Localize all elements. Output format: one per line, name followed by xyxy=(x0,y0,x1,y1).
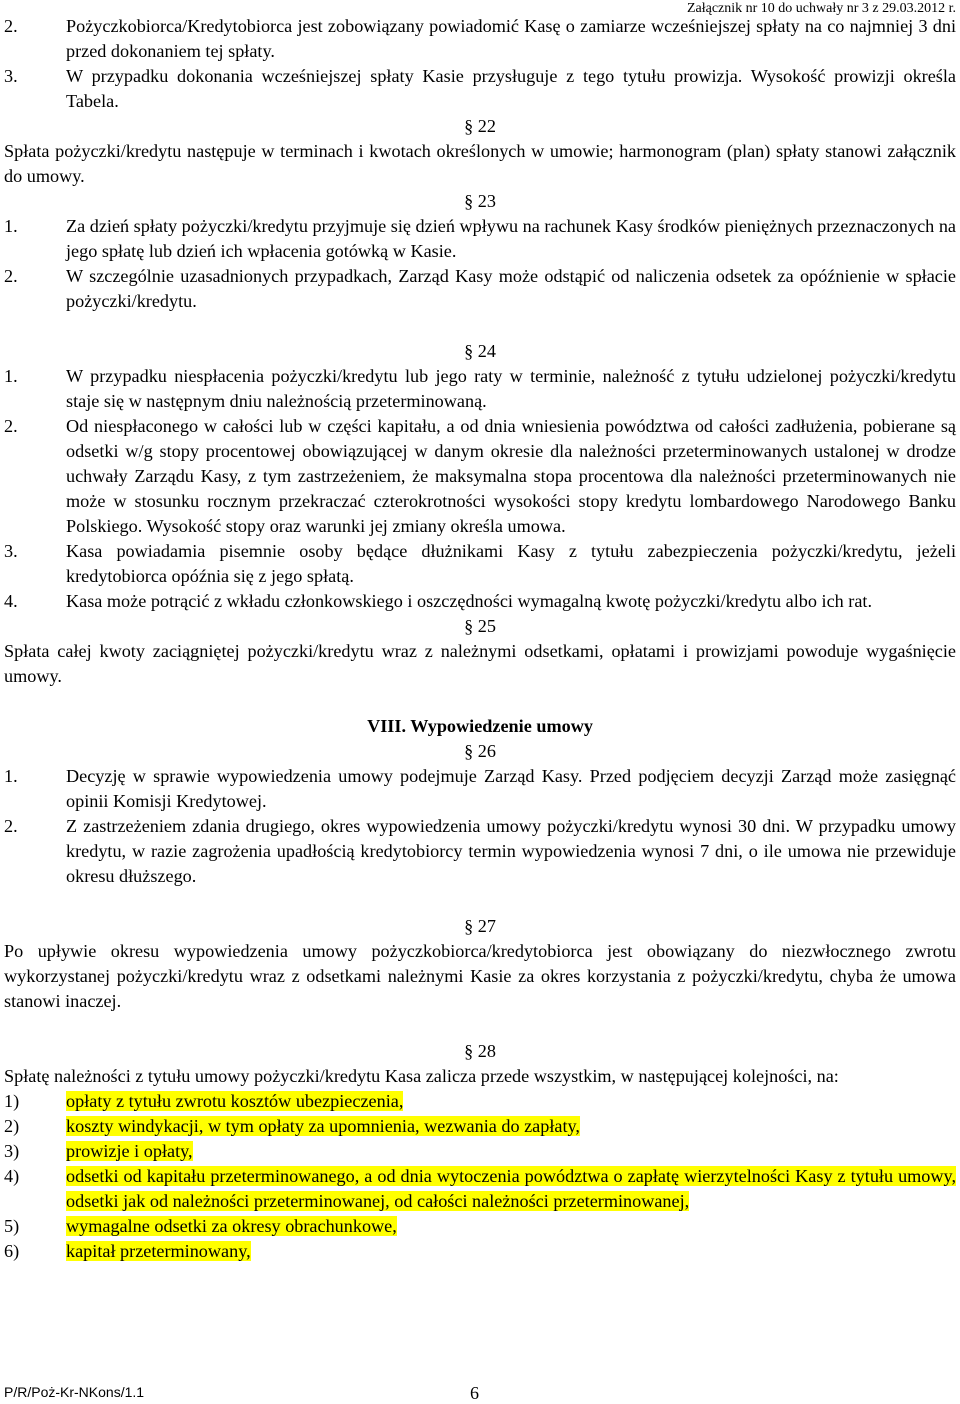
section-heading-27: § 27 xyxy=(464,916,496,936)
item-number: 1. xyxy=(4,766,18,786)
item-number: 3. xyxy=(4,66,18,86)
list-item xyxy=(4,414,956,539)
item-number: 6) xyxy=(4,1241,20,1261)
list-item xyxy=(4,764,956,814)
section-heading-28: § 28 xyxy=(464,1041,496,1061)
chapter-title: VIII. Wypowiedzenie umowy xyxy=(367,716,593,736)
item-number: 2) xyxy=(4,1116,20,1136)
item-number: 4) xyxy=(4,1166,20,1186)
list-item xyxy=(4,1139,956,1164)
list-item xyxy=(4,589,956,614)
highlighted-text: odsetki od kapitału przeterminowanego, a od dnia wytoczenia powództwa o zapłatę wierzytelności Kasy z tytułu umowy, odsetki jak od należności przeterminowanej, od całości należności przeterminowanej, xyxy=(66,1166,956,1211)
list-item xyxy=(4,264,956,314)
item-text: Decyzję w sprawie wypowiedzenia umowy podejmuje Zarząd Kasy. Przed podjęciem decyzji Zarząd może zasięgnąć opinii Komisji Kredytowej. xyxy=(66,766,956,811)
item-number: 3) xyxy=(4,1141,20,1161)
list-item xyxy=(4,814,956,889)
item-number: 2. xyxy=(4,266,18,286)
header-note: Załącznik nr 10 do uchwały nr 3 z 29.03.2012 r. xyxy=(686,1,956,16)
item-text: Za dzień spłaty pożyczki/kredytu przyjmuje się dzień wpływu na rachunek Kasy środków pieniężnych przeznaczonych na jego spłatę lub dzień ich wpłacenia gotówką w Kasie. xyxy=(66,216,956,261)
item-number: 3. xyxy=(4,541,18,561)
document-body xyxy=(4,14,956,1264)
highlighted-text: opłaty z tytułu zwrotu kosztów ubezpieczenia, xyxy=(66,1091,404,1111)
item-number: 2. xyxy=(4,416,18,436)
list-item xyxy=(4,1239,956,1264)
section-heading-24: § 24 xyxy=(464,341,496,361)
item-text: Kasa powiadamia pisemnie osoby będące dłużnikami Kasy z tytułu zabezpieczenia pożyczki/kredytu, jeżeli kredytobiorca opóźnia się z jego spłatą. xyxy=(66,541,956,586)
list-item xyxy=(4,64,956,114)
item-number: 1. xyxy=(4,216,18,236)
highlighted-text: kapitał przeterminowany, xyxy=(66,1241,251,1261)
item-number: 2. xyxy=(4,16,18,36)
highlighted-text: prowizje i opłaty, xyxy=(66,1141,193,1161)
section-25-text: Spłata całej kwoty zaciągniętej pożyczki/kredytu wraz z należnymi odsetkami, opłatami i prowizjami powoduje wygaśnięcie umowy. xyxy=(4,641,956,686)
item-number: 2. xyxy=(4,816,18,836)
item-number: 1. xyxy=(4,366,18,386)
section-22-text: Spłata pożyczki/kredytu następuje w terminach i kwotach określonych w umowie; harmonogram (plan) spłaty stanowi załącznik do umowy. xyxy=(4,141,956,186)
footer-document-code: P/R/Poż-Kr-NKons/1.1 xyxy=(4,1384,145,1400)
section-heading-26: § 26 xyxy=(464,741,496,761)
item-number: 1) xyxy=(4,1091,20,1111)
item-text: W przypadku niespłacenia pożyczki/kredytu lub jego raty w terminie, należność z tytułu udzielonej pożyczki/kredytu staje się w następnym dniu należnością przeterminowaną. xyxy=(66,366,956,411)
section-heading-25: § 25 xyxy=(464,616,496,636)
item-number: 5) xyxy=(4,1216,20,1236)
block1 xyxy=(4,14,956,114)
section-28-text: Spłatę należności z tytułu umowy pożyczki/kredytu Kasa zalicza przede wszystkim, w następującej kolejności, na: xyxy=(4,1066,839,1086)
list-item xyxy=(4,14,956,64)
page-number: 6 xyxy=(470,1383,479,1403)
list-item xyxy=(4,1214,956,1239)
highlighted-text: koszty windykacji, w tym opłaty za upomnienia, wezwania do zapłaty, xyxy=(66,1116,580,1136)
item-text: W szczególnie uzasadnionych przypadkach, Zarząd Kasy może odstąpić od naliczenia odsetek za opóźnienie w spłacie pożyczki/kredytu. xyxy=(66,266,956,311)
list-item xyxy=(4,214,956,264)
item-text: Pożyczkobiorca/Kredytobiorca jest zobowiązany powiadomić Kasę o zamiarze wcześniejszej spłaty na co najmniej 3 dni przed dokonaniem tej spłaty. xyxy=(66,16,956,61)
item-text: Od niespłaconego w całości lub w części kapitału, a od dnia wniesienia powództwa od całości zadłużenia, pobierane są odsetki w/g stopy procentowej obowiązującej w danym okresie dla należności przeterminowanych ustalonej w drodze uchwały Zarządu Kasy, z tym zastrzeżeniem, że maksymalna stopa procentowa dla należności przeterminowanych nie może w stosunku rocznym przekraczać czterokrotności wysokości stopy kredytu lombardowego Narodowego Banku Polskiego. Wysokość stopy oraz warunki jej zmiany określa umowa. xyxy=(66,416,956,536)
section-27-text: Po upływie okresu wypowiedzenia umowy pożyczkobiorca/kredytobiorca jest obowiązany do niezwłocznego zwrotu wykorzystanej pożyczki/kredytu wraz z odsetkami należnymi Kasie za okres korzystania z pożyczki/kredytu, chyba że umowa stanowi inaczej. xyxy=(4,941,956,1011)
list-item xyxy=(4,539,956,589)
list-item xyxy=(4,1089,956,1114)
item-text: Kasa może potrącić z wkładu członkowskiego i oszczędności wymagalną kwotę pożyczki/kredytu albo ich rat. xyxy=(66,591,873,611)
section-heading-23: § 23 xyxy=(464,191,496,211)
highlighted-text: wymagalne odsetki za okresy obrachunkowe, xyxy=(66,1216,397,1236)
list-item xyxy=(4,1164,956,1214)
list-item xyxy=(4,1114,956,1139)
item-number: 4. xyxy=(4,591,18,611)
section-heading-22: § 22 xyxy=(464,116,496,136)
list-item xyxy=(4,364,956,414)
item-text: W przypadku dokonania wcześniejszej spłaty Kasie przysługuje z tego tytułu prowizja. Wysokość prowizji określa Tabela. xyxy=(66,66,956,111)
item-text: Z zastrzeżeniem zdania drugiego, okres wypowiedzenia umowy pożyczki/kredytu wynosi 30 dni. W przypadku umowy kredytu, w razie zagrożenia upadłością kredytobiorcy termin wypowiedzenia wynosi 7 dni, o ile umowa nie przewiduje okresu dłuższego. xyxy=(66,816,956,886)
